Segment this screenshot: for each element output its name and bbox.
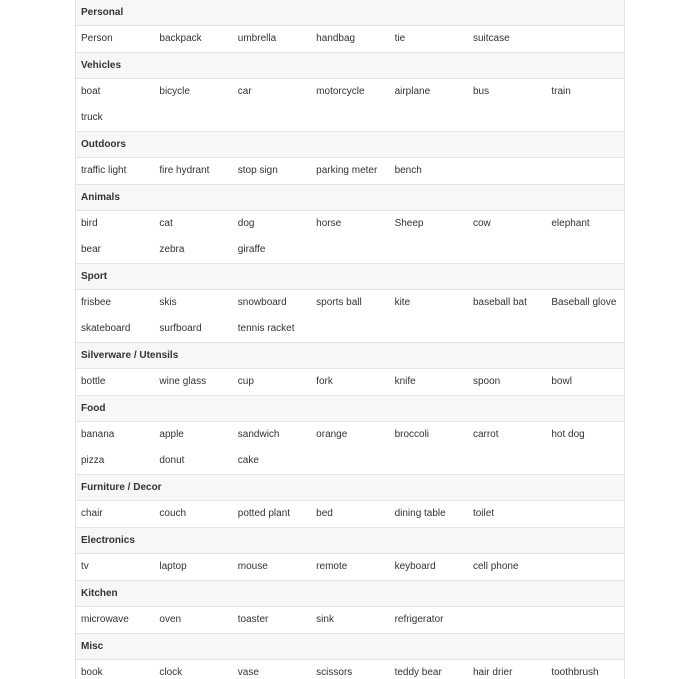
category-item bbox=[311, 316, 389, 342]
category-item: train bbox=[551, 86, 571, 97]
category-item bbox=[311, 237, 389, 263]
category-item: bench bbox=[394, 165, 422, 176]
section-items bbox=[76, 290, 624, 343]
section-items bbox=[76, 369, 624, 396]
category-section bbox=[76, 132, 624, 185]
category-item: tv bbox=[81, 561, 89, 572]
section-header: Vehicles bbox=[76, 53, 624, 79]
category-item: apple bbox=[159, 429, 184, 440]
category-item: cat bbox=[159, 218, 173, 229]
category-section bbox=[76, 528, 624, 581]
item-row bbox=[76, 26, 624, 52]
category-item: cow bbox=[472, 218, 491, 229]
section-items bbox=[76, 660, 624, 679]
category-table bbox=[75, 0, 625, 679]
category-item: giraffe bbox=[237, 244, 266, 255]
category-item: knife bbox=[394, 376, 416, 387]
category-item: zebra bbox=[159, 244, 185, 255]
category-item: pizza bbox=[81, 455, 105, 466]
category-item: car bbox=[237, 86, 252, 97]
category-item: wine glass bbox=[159, 376, 207, 387]
category-item: horse bbox=[316, 218, 342, 229]
category-item: baseball bat bbox=[472, 297, 527, 308]
category-section bbox=[76, 264, 624, 343]
category-item: snowboard bbox=[237, 297, 287, 308]
category-section bbox=[76, 634, 624, 679]
category-item bbox=[546, 448, 624, 474]
category-item: toilet bbox=[472, 508, 495, 519]
category-item: backpack bbox=[159, 33, 202, 44]
category-item: keyboard bbox=[394, 561, 436, 572]
category-item: skateboard bbox=[81, 323, 131, 334]
section-items bbox=[76, 422, 624, 475]
section-items bbox=[76, 607, 624, 634]
category-item: bus bbox=[472, 86, 490, 97]
category-item: mouse bbox=[237, 561, 268, 572]
category-item: chair bbox=[81, 508, 103, 519]
category-item: fire hydrant bbox=[159, 165, 210, 176]
category-item bbox=[390, 316, 468, 342]
item-row bbox=[76, 448, 624, 474]
category-item: oven bbox=[159, 614, 182, 625]
category-item bbox=[233, 105, 311, 131]
category-item: couch bbox=[159, 508, 187, 519]
category-item: bear bbox=[81, 244, 102, 255]
category-item: sandwich bbox=[237, 429, 280, 440]
category-item: vase bbox=[237, 667, 259, 678]
category-item: sports ball bbox=[316, 297, 362, 308]
category-item: Person bbox=[81, 33, 113, 44]
category-item: frisbee bbox=[81, 297, 112, 308]
category-item: laptop bbox=[159, 561, 187, 572]
category-item: clock bbox=[159, 667, 183, 678]
category-item bbox=[390, 448, 468, 474]
item-row bbox=[76, 79, 624, 105]
category-item bbox=[546, 316, 624, 342]
section-items bbox=[76, 211, 624, 264]
category-item: spoon bbox=[472, 376, 501, 387]
category-section bbox=[76, 185, 624, 264]
category-section bbox=[76, 475, 624, 528]
category-item: tennis racket bbox=[237, 323, 295, 334]
category-item bbox=[468, 105, 546, 131]
category-item: fork bbox=[316, 376, 333, 387]
category-item: Sheep bbox=[394, 218, 424, 229]
category-item: airplane bbox=[394, 86, 431, 97]
item-row bbox=[76, 211, 624, 237]
category-item bbox=[546, 237, 624, 263]
category-item bbox=[468, 607, 546, 633]
category-item bbox=[390, 237, 468, 263]
category-item: microwave bbox=[81, 614, 129, 625]
category-item: carrot bbox=[472, 429, 499, 440]
category-item bbox=[311, 105, 389, 131]
category-item bbox=[546, 105, 624, 131]
category-section bbox=[76, 0, 624, 53]
category-item: suitcase bbox=[472, 33, 510, 44]
category-item: scissors bbox=[316, 667, 353, 678]
section-items bbox=[76, 554, 624, 581]
category-item: bottle bbox=[81, 376, 106, 387]
category-item: bird bbox=[81, 218, 98, 229]
category-item bbox=[468, 158, 546, 184]
section-header: Sport bbox=[76, 264, 624, 290]
category-item: boat bbox=[81, 86, 101, 97]
category-item: motorcycle bbox=[316, 86, 365, 97]
item-row bbox=[76, 554, 624, 580]
category-item: hot dog bbox=[551, 429, 585, 440]
category-item bbox=[546, 26, 624, 52]
category-item: hair drier bbox=[472, 667, 513, 678]
section-header: Food bbox=[76, 396, 624, 422]
item-row bbox=[76, 422, 624, 448]
category-item bbox=[546, 554, 624, 580]
category-item: traffic light bbox=[81, 165, 127, 176]
category-item: orange bbox=[316, 429, 348, 440]
category-section bbox=[76, 396, 624, 475]
item-row bbox=[76, 158, 624, 184]
category-section bbox=[76, 343, 624, 396]
category-item bbox=[390, 105, 468, 131]
category-item: potted plant bbox=[237, 508, 291, 519]
category-item bbox=[154, 105, 232, 131]
section-items bbox=[76, 26, 624, 53]
category-item: toaster bbox=[237, 614, 269, 625]
category-item: handbag bbox=[316, 33, 356, 44]
item-row bbox=[76, 237, 624, 263]
category-item: tie bbox=[394, 33, 406, 44]
section-header: Electronics bbox=[76, 528, 624, 554]
item-row bbox=[76, 660, 624, 679]
category-item: dog bbox=[237, 218, 255, 229]
category-item: book bbox=[81, 667, 103, 678]
category-item: dining table bbox=[394, 508, 446, 519]
section-header: Personal bbox=[76, 0, 624, 26]
category-item: broccoli bbox=[394, 429, 430, 440]
section-items bbox=[76, 501, 624, 528]
section-header: Kitchen bbox=[76, 581, 624, 607]
category-item: cell phone bbox=[472, 561, 519, 572]
section-header: Misc bbox=[76, 634, 624, 660]
category-item bbox=[468, 448, 546, 474]
section-items bbox=[76, 79, 624, 132]
section-items bbox=[76, 158, 624, 185]
category-item bbox=[311, 448, 389, 474]
item-row bbox=[76, 369, 624, 395]
category-item: skis bbox=[159, 297, 177, 308]
item-row bbox=[76, 501, 624, 527]
category-item: parking meter bbox=[316, 165, 378, 176]
category-item: cup bbox=[237, 376, 254, 387]
section-header: Furniture / Decor bbox=[76, 475, 624, 501]
item-row bbox=[76, 290, 624, 316]
category-item bbox=[468, 237, 546, 263]
category-item: banana bbox=[81, 429, 115, 440]
category-item: toothbrush bbox=[551, 667, 599, 678]
category-item: kite bbox=[394, 297, 411, 308]
category-item bbox=[546, 158, 624, 184]
category-item: umbrella bbox=[237, 33, 277, 44]
section-header: Silverware / Utensils bbox=[76, 343, 624, 369]
category-section bbox=[76, 53, 624, 132]
category-section bbox=[76, 581, 624, 634]
category-item: remote bbox=[316, 561, 348, 572]
category-item: sink bbox=[316, 614, 334, 625]
category-item: Baseball glove bbox=[551, 297, 617, 308]
category-item: bed bbox=[316, 508, 333, 519]
category-item bbox=[468, 316, 546, 342]
item-row bbox=[76, 316, 624, 342]
category-item: bowl bbox=[551, 376, 572, 387]
item-row bbox=[76, 607, 624, 633]
category-item: bicycle bbox=[159, 86, 190, 97]
category-item: donut bbox=[159, 455, 185, 466]
category-item bbox=[546, 607, 624, 633]
section-header: Animals bbox=[76, 185, 624, 211]
category-item: elephant bbox=[551, 218, 590, 229]
section-header: Outdoors bbox=[76, 132, 624, 158]
category-item: truck bbox=[81, 112, 103, 123]
category-item bbox=[546, 501, 624, 527]
category-item: stop sign bbox=[237, 165, 278, 176]
category-item: surfboard bbox=[159, 323, 202, 334]
category-item: cake bbox=[237, 455, 259, 466]
category-item: refrigerator bbox=[394, 614, 444, 625]
item-row bbox=[76, 105, 624, 131]
category-item: teddy bear bbox=[394, 667, 442, 678]
